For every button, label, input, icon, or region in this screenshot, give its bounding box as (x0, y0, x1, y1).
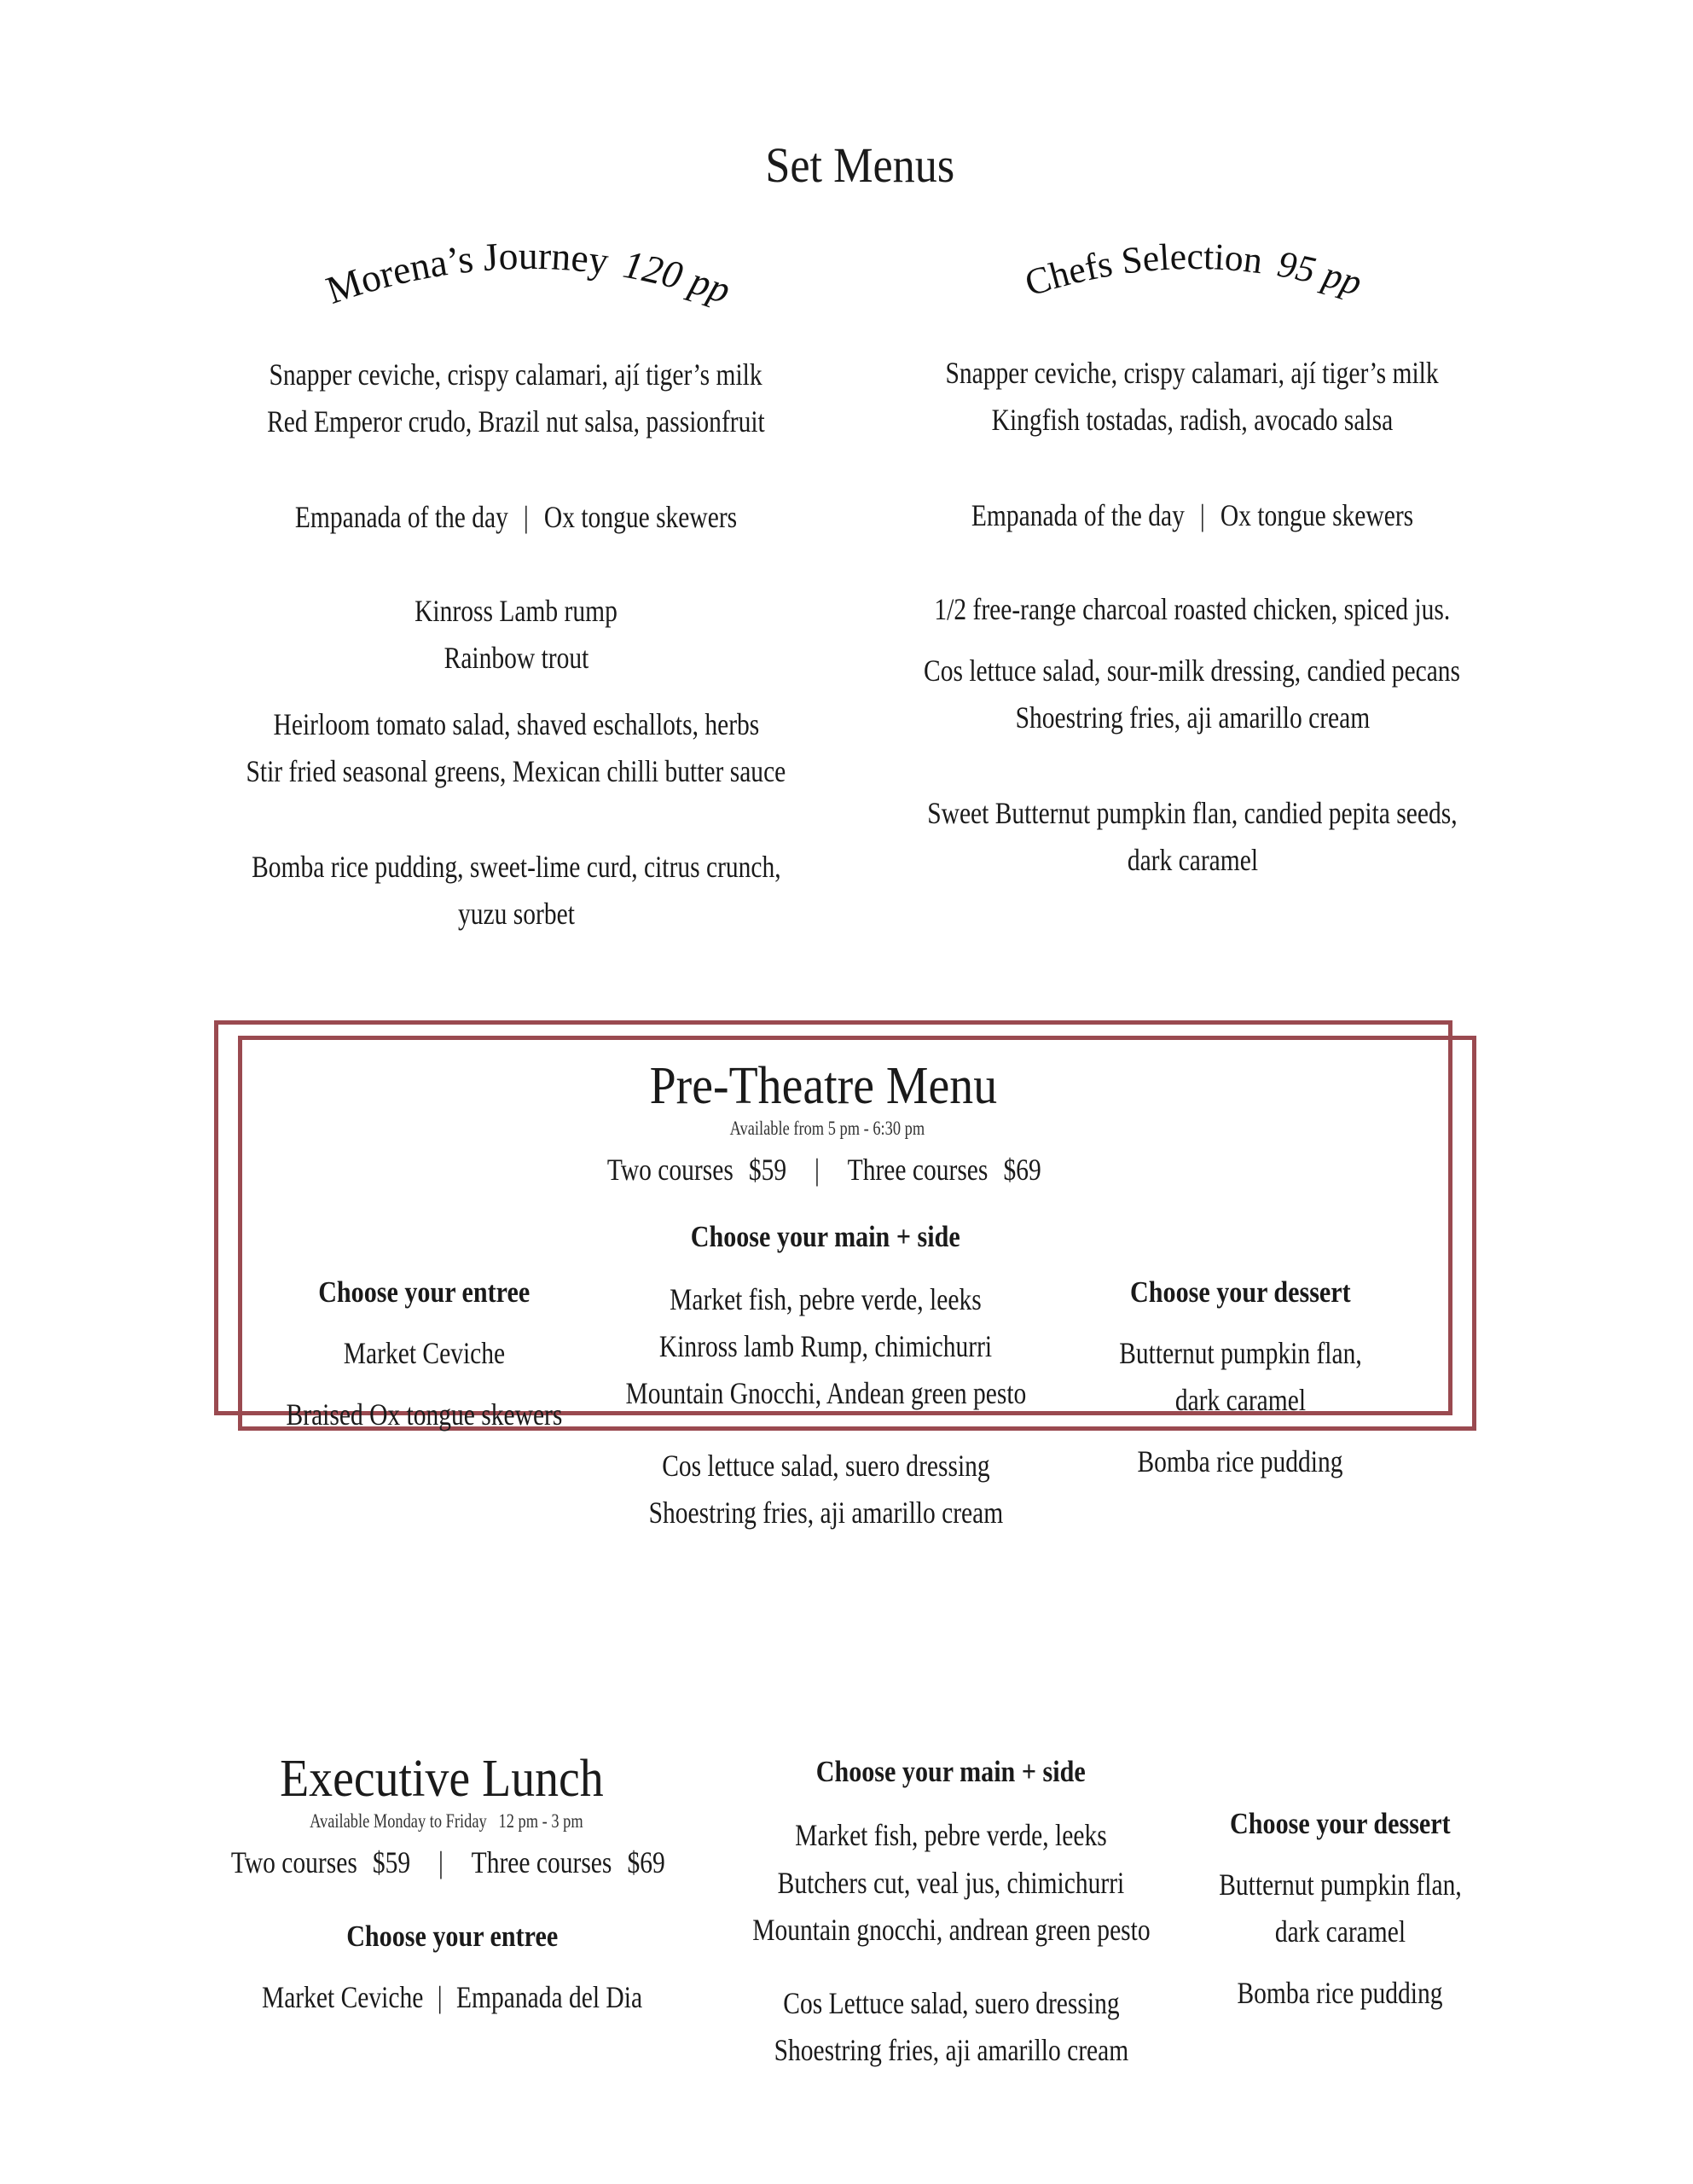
dish: Cos lettuce salad, suero dressing (661, 1449, 990, 1483)
dish: Rainbow trout (444, 641, 588, 675)
heading-text: Choose your dessert (1129, 1275, 1351, 1309)
dish: Shoestring fries, aji amarillo cream (1015, 700, 1370, 735)
dish: Ox tongue skewers (1220, 498, 1414, 532)
heading-text: Choose your entree (345, 1920, 559, 1953)
svg-text:Morena’s Journey120 pp (321, 234, 735, 312)
dish: Heirloom tomato salad, shaved eschallots, herbs (273, 707, 759, 741)
dish: Market fish, pebre verde, leeks (795, 1818, 1107, 1852)
heading-text: Choose your entree (317, 1275, 531, 1309)
dish: Shoestring fries, aji amarillo cream (774, 2033, 1128, 2067)
dish: Empanada of the day (971, 498, 1185, 532)
set-menu-price: 120 pp (619, 241, 737, 312)
dish: Kinross lamb Rump, chimichurri (658, 1329, 993, 1363)
pricing-row (231, 1844, 665, 1880)
dish: 1/2 free-range charcoal roasted chicken, spiced jus. (934, 592, 1451, 626)
morenas-journey-heading (290, 213, 768, 341)
heading-text: Choose your main + side (816, 1755, 1086, 1788)
dish: Braised Ox tongue skewers (286, 1397, 562, 1432)
dish: Kingfish tostadas, radish, avocado salsa (991, 403, 1394, 437)
three-courses-price: $69 (627, 1845, 665, 1879)
dish: Cos Lettuce salad, suero dressing (782, 1986, 1120, 2020)
dish: dark caramel (1174, 1383, 1306, 1417)
three-courses-price: $69 (1003, 1153, 1041, 1187)
heading-text: Choose your main + side (691, 1220, 960, 1253)
dish: Ox tongue skewers (543, 500, 738, 534)
svg-text:Chefs Selection95 pp (1020, 235, 1366, 305)
dish: Cos lettuce salad, sour-milk dressing, candied pecans (924, 653, 1461, 688)
dish: dark caramel (1274, 1914, 1406, 1949)
dish-pair (295, 499, 737, 535)
dish: Mountain gnocchi, andrean green pesto (751, 1913, 1151, 1947)
dish: Bomba rice pudding (1237, 1976, 1443, 2010)
dish: Butternut pumpkin flan, (1218, 1867, 1462, 1902)
title-text: Executive Lunch (280, 1750, 604, 1808)
separator: | (438, 1845, 444, 1879)
two-courses-price: $59 (748, 1153, 786, 1187)
dish: Snapper ceviche, crispy calamari, ají tiger’s milk (945, 356, 1440, 390)
three-courses-label: Three courses (471, 1845, 612, 1879)
title-text: Pre-Theatre Menu (649, 1057, 997, 1115)
dish: Bomba rice pudding (1137, 1444, 1343, 1478)
dish: Stir fried seasonal greens, Mexican chilli butter sauce (246, 754, 786, 788)
two-courses-price: $59 (372, 1845, 410, 1879)
set-menu-name: Morena’s Journey (321, 233, 612, 312)
two-courses-label: Two courses (606, 1153, 733, 1187)
heading-text: Choose your dessert (1229, 1807, 1451, 1840)
dish: Bomba rice pudding, sweet-lime curd, citrus crunch, (251, 850, 781, 884)
two-courses-label: Two courses (230, 1845, 357, 1879)
dish: yuzu sorbet (457, 897, 575, 931)
dish-pair (971, 497, 1413, 533)
dish: Kinross Lamb rump (415, 594, 617, 628)
availability-text: Available from 5 pm - 6:30 pm (729, 1118, 925, 1139)
dish: Butchers cut, veal jus, chimichurri (777, 1866, 1125, 1900)
dish: Snapper ceviche, crispy calamari, ají tiger’s milk (269, 357, 763, 392)
dish: Shoestring fries, aji amarillo cream (648, 1496, 1003, 1530)
separator: | (437, 1980, 443, 2014)
dish: Butternut pumpkin flan, (1118, 1336, 1362, 1370)
separator: | (814, 1153, 820, 1187)
set-menu-price: 95 pp (1274, 242, 1367, 305)
three-courses-label: Three courses (847, 1153, 989, 1187)
dish-pair (262, 1979, 642, 2015)
dish: Sweet Butternut pumpkin flan, candied pepita seeds, (927, 796, 1458, 830)
separator: | (1199, 498, 1205, 532)
availability-text: Available Monday to Friday 12 pm - 3 pm (309, 1810, 583, 1832)
dish: dark caramel (1127, 843, 1258, 877)
page-title-text: Set Menus (765, 137, 954, 193)
dish: Empanada of the day (294, 500, 508, 534)
dish: Market fish, pebre verde, leeks (670, 1282, 982, 1316)
chefs-selection-heading (989, 213, 1399, 324)
dish: Empanada del Dia (456, 1980, 643, 2014)
separator: | (523, 500, 529, 534)
pricing-row (607, 1152, 1041, 1188)
dish: Market Ceviche (343, 1336, 505, 1370)
dish: Red Emperor crudo, Brazil nut salsa, passionfruit (267, 404, 765, 439)
dish: Mountain Gnocchi, Andean green pesto (625, 1376, 1026, 1410)
dish: Market Ceviche (261, 1980, 424, 2014)
set-menu-name: Chefs Selection (1020, 235, 1266, 305)
